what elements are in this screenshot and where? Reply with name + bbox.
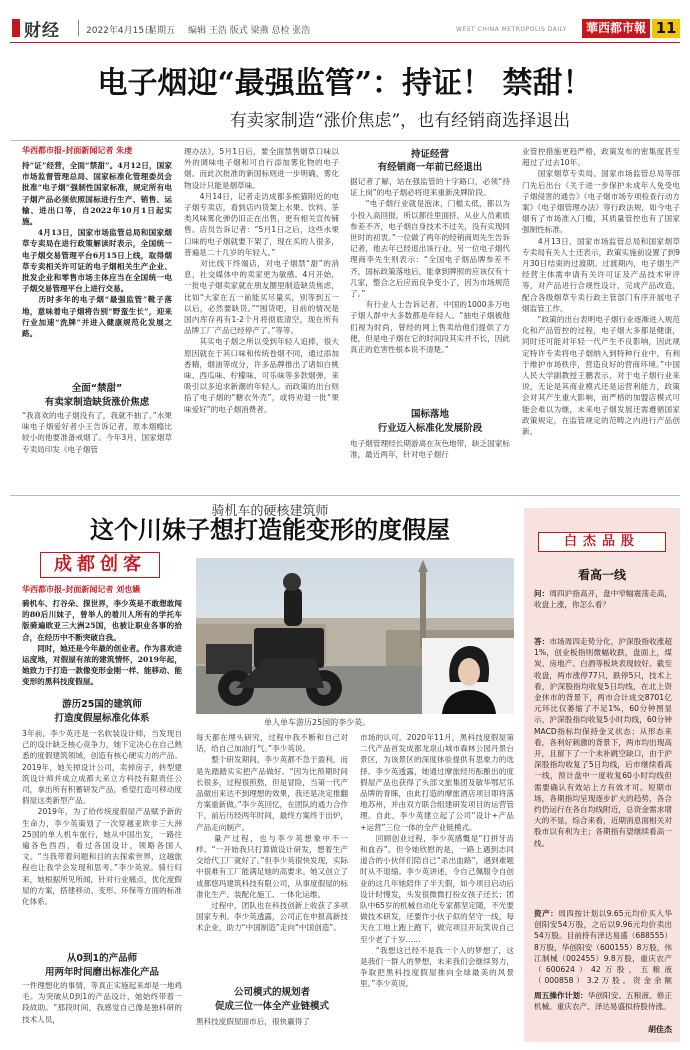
top-col3-text2: 电子烟管理经长期游离在灰色地带，缺乏国家标准，最近两年，针对电子烟行 <box>350 439 510 460</box>
feature-photo <box>196 558 514 714</box>
feature-lead-text: 骑机车、打谷朵、探世界，李少英是不敢想敢闯的80后川妹子，曾举人的着川人所有的学托车版骑遍欧亚三大洲25国，也被让职业各事的拾合，在经历中不断突破自我。 同时，她还是今年最的创业者。作为喜欢进运度地，对假屋有浓的建筑情怀，2019年起，她致力于打造一款像变形金刚一样、能移动、能变形的黑科技度假屋。 <box>22 599 182 687</box>
stock-portfolio <box>534 908 672 988</box>
photo-caption: 单人单车游历25国的李少英。 <box>264 718 371 727</box>
top-lead-text: 持“证”经营，全面“禁甜”。4月12日，国家市场监督管理总局、国家标准化管理委员会批准“电子烟”强制性国家标准，规定所有电子烟产品必须依照国标进行生产、销售、运输、进出口等，自2022年10月1日起实施。 4月13日，国家市场监管总局和国家烟草专卖局在进行政策解读时表示，全国统一电子烟交易管理平台6月15日上线，取得烟草专卖相关许可证的电子烟相关生产企业、批发企业和零售市场主体应当在全国统一电子烟交易管理平台上进行交易。 历时多年的电子烟“最强监管”靴子落地，意味着电子烟将告别“野蛮生长”，迎来行业加速“洗牌”并进入健康规范化发展之路。 <box>22 161 172 339</box>
feature-col1-text: 3年前，李少英还是一名软装设计师，当发现自己的设计缺乏核心竞争力，她下定决心在自己熟悉的度假建筑领域，创造有核心硬实力的产品。2019年，她关掉设计公司，卖掉房子，转型建筑设计师并成立成都大来立方科技有限责任公司，拿出所有积蓄研发产品，希望打造可移动度假屋这类新型产品。 2019年，为了给传统度假屋产品赋予新的生命力，李少英策划了一次穿越亚欧非三大洲25国的单人机车旅行，她从中国出发，一路往遍各色西西，看过各国设计，领略各国人文。“当我带着问题和目的去探索世界，这越旅程也让我学会发现和思考。”李少英说。骑行归来，她根据所见所闻，针对行业痛点，优化度假屋的方案，搭建移动、变形、环保等方面的标准化体系。 <box>22 729 182 907</box>
top-col3-sub: 持证经营 <box>410 149 449 160</box>
feature-kicker: 骑机车的硬核建筑师 <box>211 504 329 519</box>
top-col4-text: 业管控措施更趋严格，政策发布的密集度甚至超过了过去10年。 国家烟草专卖局、国家市场监管总局等部门先后出台《关于进一步保护未成年人免受电子烟侵害的通告》《电子烟市场专项检查行动方案》《电子烟管理办法》等行政法规，如今电子烟有了市场准入门槛，其质量管控也有了国家强制性标准。 4月13日，国家市场监管总局和国家烟草专卖局有关人士还表示，政策实施前设置了到9月30日结束的过渡期。过渡期内，电子烟生产经营主体需申请有关许可证及产品技术审评等，对产品进行合规性设计，完成产品改造，配合各级烟草专卖行政主管部门有序开展电子烟监管工作。 “政策的出台表明电子烟行业逐渐进入规范化和产品管控的过程，电子烟大多都是健康，同时还可能对年轻一代产生不良影响，因此规定特许专卖将电子烟纳入到特种行业中，有利于维护市场秩序，营造良好的营商环境。”中国人民大学副教授王鹏表示，对于电子烟行业来说，无论是其商业模式还是运营利能力，政策会对其产生重大影响，而严格的加盟店模式可能会难以为继，未来电子烟发展还需遵循国家政策规定，在监管规定的范畴之内进行产品创新。 <box>522 147 680 437</box>
answer-label: 答： <box>534 637 550 646</box>
feature-col2-text2: 黑科技度假屋面市后，很快赢得了 <box>196 1017 310 1026</box>
issue-date: 2022年4月15日 <box>86 26 154 36</box>
plan-label: 周五操作计划： <box>534 991 588 1000</box>
question-label: 问： <box>534 589 550 598</box>
stock-column-badge: 白杰品股 <box>538 532 666 552</box>
feature-col1-text2: 一件理想化的事情，等真正实施起来却是一地鸡毛。为突破从0到1的产品设计，她始终带着一段故助。“那段时间，我感觉自己像是独科研的技术人员， <box>22 981 182 1024</box>
stock-column-author: 胡佳杰 <box>648 1025 672 1034</box>
top-col3-sub2: 国标落地 <box>410 409 449 420</box>
feature-col2-sub: 公司模式的规划者 <box>233 987 310 998</box>
top-rule <box>10 140 680 141</box>
portrait-inset <box>422 638 514 714</box>
header-divider <box>78 20 79 36</box>
issue-weekday: 星期五 <box>148 26 176 36</box>
question-text: 周四沪指高开，盘中窄幅震荡走高，收盘上涨，你怎么看？ <box>534 589 672 610</box>
top-subhead: 有卖家制造“涨价焦虑”，也有经销商选择退出 <box>229 111 571 131</box>
feature-col2-text: 每天都在埋头研究，过程中我不断和自己对话，给自己加油打气。”李少英说。 整个研发期间，李少英都不急于盈利，而是先踏踏实实把产品做好。“因为比预期时间长很多，过程很煎熬，但是冒险，当第一代产品做出来达不到理想的效果，我还是决定推翻方案重新做。”李少英回忆，在团队的通力合作下，前后历经两年时间，最终方案终于出炉，产品走向制产。 量产过程，也与李少英想象中不一样。“一开始我只打算做设计研发，想着生产交给代工厂就好了。”但李少英很快发现，实际中很难有工厂能满足她的高要求。她又创立了成都悠玛建筑科技有限公司，从事度假屋的标准化生产、装配化施工、一体化运维。 过程中，团队也在科技创新上收获了多项国家专利。李少英透露，公司正在申报高新技术企业，助力“中国制造”走向“中国创造”。 <box>196 733 348 933</box>
feature-col2-subb: 促成三位一体全产业链模式 <box>214 1001 329 1012</box>
column-badge: 成都创客 <box>40 552 160 578</box>
stock-column-sidebar <box>524 508 680 1042</box>
top-col3-subb: 有经销商一年前已经退出 <box>377 162 483 173</box>
stock-column-title: 看高一线 <box>577 568 626 582</box>
feature-col3-text: 市场的认可。2020年11月，黑科技度假屋第二代产品首发成都龙泉山城市森林公园丹景台景区，为该景区的深度体验提供有思象力的选择。李少英透露，她通过摩旅经历酝酿出的度假屋产品也获得了头部文旅集团及敏华鄂尼乐品牌的青睐，由此打造的摩旅酒店项目即将落地苏州，并由双方联合组建研发项目的运营管理。自此，李少英建立起了公司“设计+产品+运营”三位一体的全产业链模式。 回顾创业过程，李少英感慨是“打拼牙齿和血吞”。但令她欣慰的是，一路上遇到志同道合的小伙伴们陪自己“杀出血路”，遇到难题时从不退缩。李少英讲述，令自己佩服令自创业的这几年她陪伴了半天假，如今项目启动后设计时慢发，头发很微微打扮女孩子还长；团队中65岁的机械自动化专家都坚定随，不光要做技术研发，还要作小伙子似的坚守一线，每天在工地上跑上跑下，做完项目开玩笑说自己至少老了十岁…… “我想这已经不是我一个人的梦想了，这是我们一群人的梦想，未来我们会继续努力，争取把黑科技度假屋推向全球最美的风景里。”李少英说。 <box>360 733 514 989</box>
feature-sub2b: 用两年时间磨出标准化产品 <box>44 967 159 978</box>
page-header <box>0 0 690 44</box>
answer-text: 市场周四走势分化，沪深股指收涨超1%，创业板指则微幅收跌，盘面上，煤炭、房地产、白酒等板块表现较好。截至收盘，两市涨停77只，跌停5只，技术上看，沪深股指均收复5日均线，在北上资金休市的背景下，两市合计成交8701亿元环比仅萎缩了不足1%，60分钟图显示，沪深股指均收复5小时均线，60分钟MACD指标均保持金叉状态；从形态来看，各利好刺激的背景下，两市均出现高开，且留下了一个未补跳空缺口，由于沪深股指均收复了5日均线，后市继续看高一线，预计盘中一度收复60小时均线但需要确认有效站上方有效才可。短期市场，各期指均呈现逐步扩大的趋势，各合约仍运行在各自均线附近，总资金需求增大的不显，综合来看，近期消息面相关对股市以有利为主；各期指有望继续看高一线。 <box>534 637 672 848</box>
portfolio-label: 资产： <box>534 909 559 918</box>
top-col3-text: 据记者了解，站在强监管的十字路口，必须“持证上岗”的电子烟必将迎来重新洗牌阶段。 “电子烟行业就是泡沫，门槛太低，都以为小投入高回报，所以都往里面挤，从业人员素质参差不齐，电子烟自身技术不过关，没有实现同世时的初衷。”一位做了两年的经销商周先生告诉记者，他去年已经退出该行业。另一位电子烟代理商李先生则表示：“全国电子烟品牌参差不齐，国标政策落地后，能拿到牌照的应该仅有十几家，整合之后应而良争变小了，因为市场规范了。” 有行业人士告诉记者，中国的1000多万电子烟人群中大多数都是年轻人。“抽电子烟被他们视为时尚，曾经的网上售卖给他们提供了方便，但是电子烟在它的时间段其实并不长，因此真正的危害性根本说不清楚。” <box>350 177 510 355</box>
stock-answer <box>534 636 672 906</box>
feature-headline: 这个川妹子想打造能变形的度假屋 <box>90 515 450 544</box>
feature-byline: 华西都市报-封面新闻记者 刘也嬿 <box>22 585 141 594</box>
stock-question <box>534 588 672 634</box>
top-sub1b: 有卖家制造缺货涨价焦虑 <box>44 397 150 408</box>
mid-rule <box>10 495 680 496</box>
top-headline: 电子烟迎“最强监管”：持证！ 禁甜！ <box>97 66 593 101</box>
top-col2-text: 理办法》，5月1日后，要全面禁售烟草口味以外的调味电子烟和可自行添加雾化物的电子烟。而此次批准的新国标则进一步明确，雾化物设计只能是烟草味。 4月14日，记者走访成都多熊猫附近的电子烟专卖店，看到店内货架上水果、饮料、茶类风味雾化弹仍旧正在出售，更有相关宣传铺售。店员告诉记者：“5月1日之后，这些水果口味的电子烟就要下架了，现在买的人很多，普遍是二十几岁的年轻人。” 对比线下终端店，对电子烟禁“甜”的消息，社交媒体中的卖家更为敏感。4月开始，一批电子烟卖家就在朋友圈里制造缺货焦虑，比如“大家在五一前能买尽量买，别等到五一以后，必然要缺货。”“囤货吧，目前的情况是国内库存再有1-2个月将彻底清空，现在所有品牌工厂产品已经停产了。”等等。 其实电子烟之所以受到年轻人追捧，很大原因就在于其口味和传统卷烟不同，通过添加香精，烟油等成分，许多品牌推出了诸如白桃味、西瓜味、柠檬味、可乐味等多款烟弹，来吸引以多追求新潮的年轻人。而政策的出台则掐了电子烟的“糖衣外壳”，或将劝退一批“果味爱好”的电子烟消费者。 <box>184 147 339 414</box>
portrait-photo <box>422 638 514 714</box>
feature-sub2: 从0到1的产品师 <box>66 953 138 964</box>
editor-credits: 编辑 王浩 版式 梁燕 总检 张浩 <box>188 26 311 36</box>
page-number: 11 <box>652 19 680 38</box>
feature-sub1b: 打造度假屋标准化体系 <box>54 713 150 724</box>
portfolio-text: 周四按计划以9.65元均价买入华创阳安54万股，之后以9.96元均价卖出54万股。目前持有泽达易盛（688555）8万股，华创阳安（600155）8万股，伟江制械（002455）9.8万股，重庆农产（600624）42万股，五粮液（000858）3.2万股。资金余额 <box>534 909 672 986</box>
top-col3-sub2b: 行业迈入标准化发展阶段 <box>377 423 483 434</box>
top-sub1: 全面“禁甜” <box>71 383 123 394</box>
masthead-logo: 華西都市報 <box>582 19 650 38</box>
plan-text: 华创阳安、五粮液、修正机械、重庆农产、泽达易盛拟持股待涨。 <box>534 991 672 1012</box>
top-byline: 华西都市报-封面新闻记者 朱虔 <box>22 146 133 155</box>
feature-sub1: 游历25国的建筑师 <box>62 699 142 710</box>
section-tab <box>12 19 20 37</box>
header-rule <box>10 42 680 43</box>
top-col1-text: “我喜欢的电子烟没有了，我就不抽了。”水果味电子烟爱好者小王告诉记者，原本烟瘾比较小的他要准备戒烟了。今年3月，国家烟草专卖局印发《电子烟管 <box>22 411 172 454</box>
paper-english-name: WEST CHINA METROPOLIS DAILY <box>456 26 567 33</box>
section-name: 财经 <box>24 21 60 41</box>
